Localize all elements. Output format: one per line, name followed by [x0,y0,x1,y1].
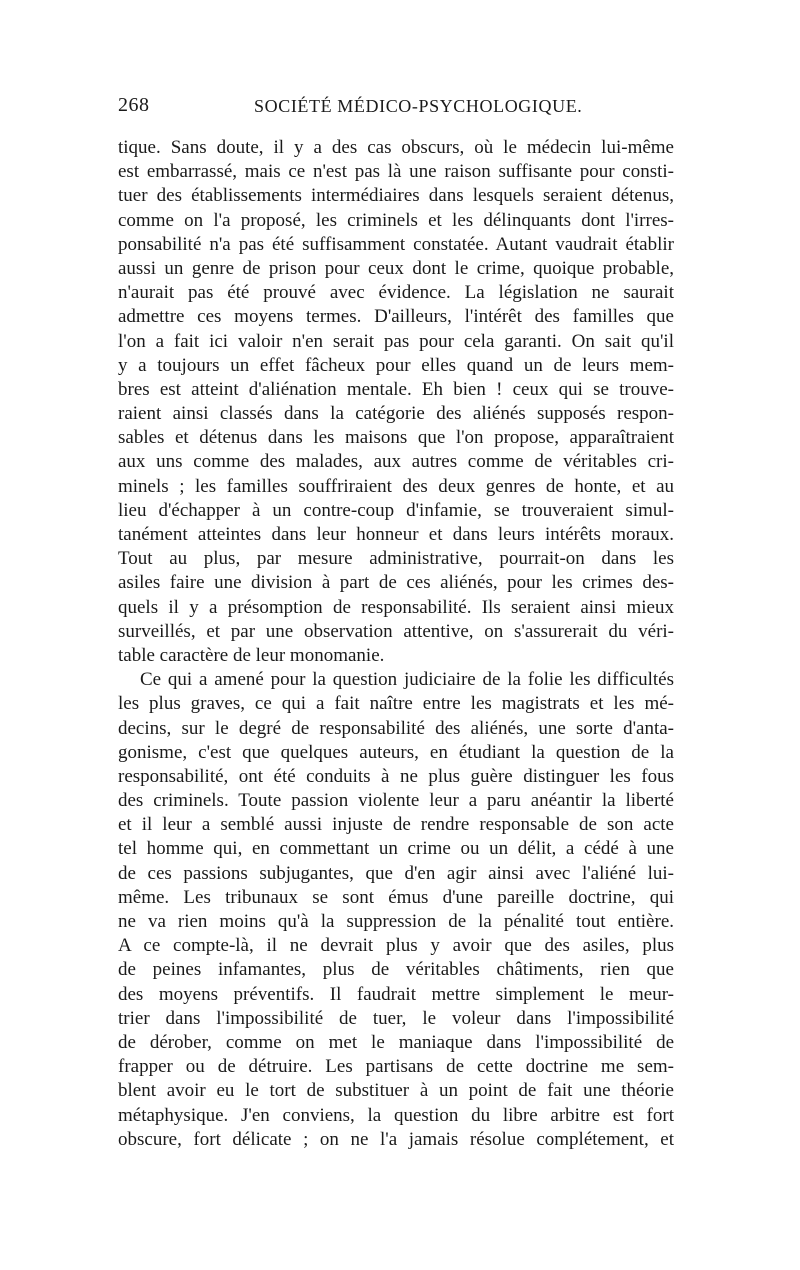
text-line: surveillés, et par une observation attentive, on s'assurerait du véri- [118,620,674,642]
text-line: Tout au plus, par mesure administrative, pourrait-on dans les [118,548,674,570]
text-line: ne va rien moins qu'à la suppression de la pénalité tout entière. [118,911,674,932]
text-line: de ces passions subjugantes, que d'en agir ainsi avec l'aliéné lui- [118,862,674,884]
page-number: 268 [118,94,150,116]
text-line: l'on a fait ici valoir n'en serait pas pour cela garanti. On sait qu'il [118,330,674,352]
text-line: asiles faire une division à part de ces aliénés, pour les crimes des- [118,572,674,594]
text-line: aux uns comme des malades, aux autres comme de véritables cri- [118,451,674,473]
text-line: frapper ou de détruire. Les partisans de cette doctrine me sem- [118,1056,674,1078]
text-line: n'aurait pas été prouvé avec évidence. La législation ne saurait [118,282,674,304]
text-line: de peines infamantes, plus de véritables châtiments, rien que [118,959,674,981]
text-line: et il leur a semblé aussi injuste de rendre responsable de son acte [118,814,674,836]
paragraph-end-line: table caractère de leur monomanie. [118,644,385,666]
text-line: y a toujours un effet fâcheux pour elles quand un de leurs mem- [118,354,674,376]
text-line: tel homme qui, en commettant un crime ou un délit, a cédé à une [118,838,674,860]
text-line: admettre ces moyens termes. D'ailleurs, l'intérêt des familles que [118,306,674,328]
text-line: tuer des établissements intermédiaires dans lesquels seraient détenus, [118,185,674,207]
text-line: métaphysique. J'en conviens, la question du libre arbitre est fort [118,1104,674,1126]
text-line: les plus graves, ce qui a fait naître entre les magistrats et les mé- [118,693,674,715]
text-line: minels ; les familles souffriraient des deux genres de honte, et au [118,475,674,497]
text-line: quels il y a présomption de responsabilité. Ils seraient ainsi mieux [118,596,674,618]
text-line: bres est atteint d'aliénation mentale. Eh bien ! ceux qui se trouve- [118,378,674,400]
text-line: decins, sur le degré de responsabilité des aliénés, une sorte d'anta- [118,717,674,739]
text-line: blent avoir eu le tort de substituer à un point de fait une théorie [118,1080,674,1102]
paragraph-start-line: Ce qui a amené pour la question judiciaire de la folie les difficultés [140,669,674,691]
text-line: tique. Sans doute, il y a des cas obscurs, où le médecin lui-même [118,137,674,158]
text-line: raient ainsi classés dans la catégorie des aliénés supposés respon- [118,403,674,425]
text-line: lieu d'échapper à un contre-coup d'infamie, se trouveraient simul- [118,499,674,521]
text-line: responsabilité, ont été conduits à ne plus guère distinguer les fous [118,765,674,787]
text-line: ponsabilité n'a pas été suffisamment constatée. Autant vaudrait établir [118,233,674,255]
text-line: tanément atteintes dans leur honneur et dans leurs intérêts moraux. [118,524,674,545]
body-text [118,136,674,1152]
text-line: aussi un genre de prison pour ceux dont le crime, quoique probable, [118,257,674,279]
text-line: obscure, fort délicate ; on ne l'a jamais résolue complétement, et [118,1128,674,1150]
text-line: trier dans l'impossibilité de tuer, le voleur dans l'impossibilité [118,1007,674,1029]
text-line: est embarrassé, mais ce n'est pas là une raison suffisante pour consti- [118,161,674,183]
running-title: SOCIÉTÉ MÉDICO-PSYCHOLOGIQUE. [254,96,583,116]
text-line: sables et détenus dans les maisons que l'on propose, apparaîtraient [118,427,674,449]
text-line: A ce compte-là, il ne devrait plus y avoir que des asiles, plus [118,935,674,957]
text-line: des criminels. Toute passion violente leur a paru anéantir la liberté [118,790,674,812]
page-header [118,94,678,124]
text-line: de dérober, comme on met le maniaque dans l'impossibilité de [118,1031,674,1053]
text-line: comme on l'a proposé, les criminels et les délinquants dont l'irres- [118,209,674,231]
text-line: gonisme, c'est que quelques auteurs, en étudiant la question de la [118,741,674,763]
text-line: des moyens préventifs. Il faudrait mettre simplement le meur- [118,983,674,1005]
text-line: même. Les tribunaux se sont émus d'une pareille doctrine, qui [118,886,674,908]
